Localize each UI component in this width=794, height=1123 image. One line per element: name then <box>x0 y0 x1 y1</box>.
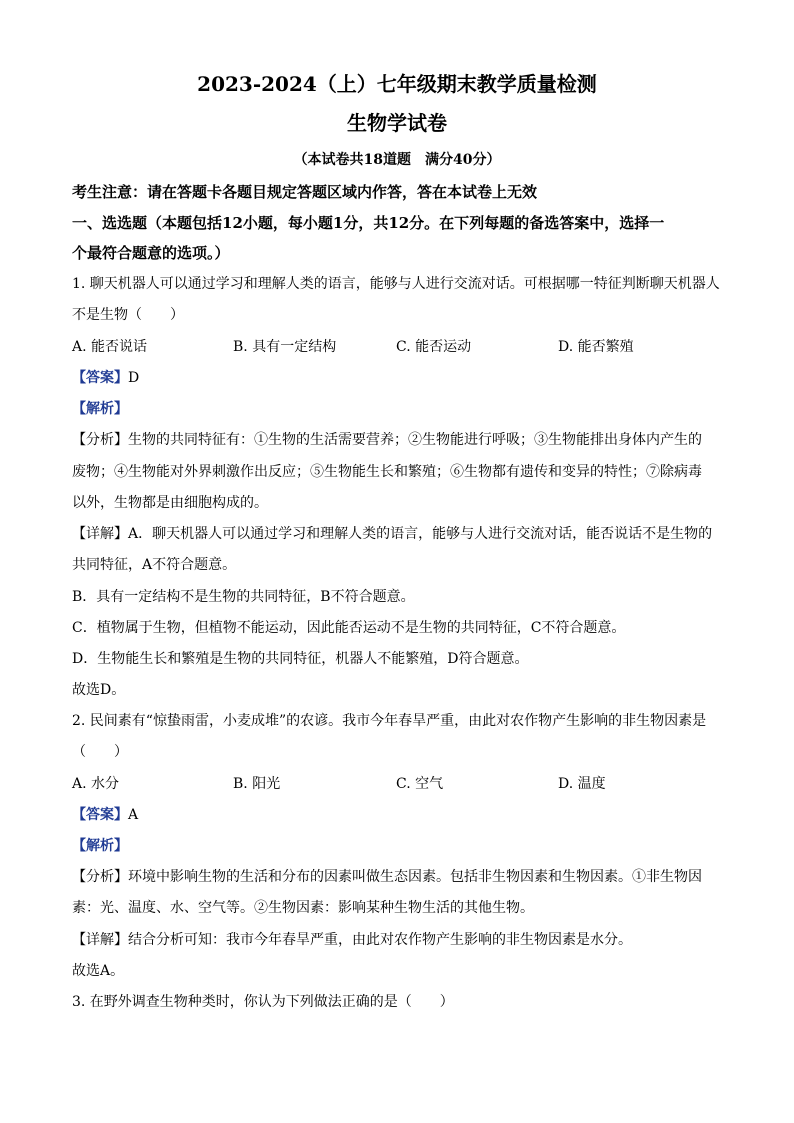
q1-stem-line1: 1. 聊天机器人可以通过学习和理解人类的语言，能够与人进行交流对话。可根据哪一特征判断聊天机器人 <box>72 276 720 292</box>
q1-fenxi-line3: 以外，生物都是由细胞构成的。 <box>72 495 268 511</box>
q2-fenxi-line2: 素：光、温度、水、空气等。②生物因素：影响某种生物生活的其他生物。 <box>72 900 534 916</box>
q2-stem-line2: （ ） <box>72 744 128 760</box>
q2-jiexi <box>72 836 128 856</box>
q1-xiangjie-line1 <box>72 524 712 544</box>
fenxi-text: 环境中影响生物的生活和分布的因素叫做生态因素。包括非生物因素和生物因素。①非生物因 <box>128 869 702 885</box>
q2-option-a: A. 水分 <box>72 776 120 792</box>
q2-option-b: B. 阳光 <box>233 776 281 792</box>
exam-title: 2023-2024（上）七年级期末教学质量检测 <box>197 72 597 96</box>
q1-xiangjie-line3: B．具有一定结构不是生物的共同特征，B不符合题意。 <box>72 589 415 605</box>
answer-tag: 【答案】 <box>72 370 128 386</box>
q2-xiangjie-line1 <box>72 930 632 950</box>
q1-stem-line2: 不是生物（ ） <box>72 307 184 323</box>
exam-subtitle: 生物学试卷 <box>347 111 447 135</box>
q1-jiexi <box>72 399 128 419</box>
q2-guxuan: 故选A。 <box>72 963 125 979</box>
jiexi-tag: 【解析】 <box>72 401 128 417</box>
answer-value: A <box>128 807 139 823</box>
xiangjie-tag: 【详解】 <box>72 932 128 948</box>
jiexi-tag: 【解析】 <box>72 838 128 854</box>
q1-fenxi-line1 <box>72 430 702 450</box>
exam-notice: 考生注意：请在答题卡各题目规定答题区域内作答，答在本试卷上无效 <box>72 183 538 201</box>
q2-option-d: D. 温度 <box>558 776 606 792</box>
q2-stem-line1: 2. 民间素有“惊蛰雨雷，小麦成堆”的农谚。我市今年春旱严重，由此对农作物产生影响的非生物因素是 <box>72 713 707 729</box>
fenxi-text: 生物的共同特征有：①生物的生活需要营养；②生物能进行呼吸；③生物能排出身体内产生的 <box>128 432 702 448</box>
section-heading-line2: 个最符合题意的选项。） <box>72 244 230 262</box>
q3-stem-line1: 3. 在野外调查生物种类时，你认为下列做法正确的是（ ） <box>72 994 454 1010</box>
q1-option-b: B. 具有一定结构 <box>233 339 337 355</box>
fenxi-tag: 【分析】 <box>72 432 128 448</box>
q1-fenxi-line2: 废物；④生物能对外界刺激作出反应；⑤生物能生长和繁殖；⑥生物都有遗传和变异的特性；⑦除病毒 <box>72 464 702 480</box>
section-heading-line1: 一、选选题（本题包括12小题，每小题1分，共12分。在下列每题的备选答案中，选择一 <box>72 214 665 232</box>
q1-option-a: A. 能否说话 <box>72 339 148 355</box>
q2-option-c: C. 空气 <box>396 776 444 792</box>
answer-value: D <box>128 370 140 386</box>
q1-xiangjie-line2: 共同特征，A不符合题意。 <box>72 557 237 573</box>
q1-xiangjie-line4: C．植物属于生物，但植物不能运动，因此能否运动不是生物的共同特征，C不符合题意。 <box>72 620 626 636</box>
q1-answer <box>72 368 139 388</box>
q1-option-c: C. 能否运动 <box>396 339 472 355</box>
q1-xiangjie-line5: D．生物能生长和繁殖是生物的共同特征，机器人不能繁殖，D符合题意。 <box>72 651 529 667</box>
xiangjie-tag: 【详解】 <box>72 526 128 542</box>
fenxi-tag: 【分析】 <box>72 869 128 885</box>
q1-option-d: D. 能否繁殖 <box>558 339 634 355</box>
q1-guxuan: 故选D。 <box>72 682 126 698</box>
xiangjie-text: 结合分析可知：我市今年春旱严重，由此对农作物产生影响的非生物因素是水分。 <box>128 932 632 948</box>
exam-info: （本试卷共18道题 满分40分） <box>293 152 501 168</box>
answer-tag: 【答案】 <box>72 807 128 823</box>
q2-fenxi-line1 <box>72 867 702 887</box>
xiangjie-text: A．聊天机器人可以通过学习和理解人类的语言，能够与人进行交流对话，能否说话不是生物的 <box>128 526 713 542</box>
q2-answer <box>72 805 138 825</box>
